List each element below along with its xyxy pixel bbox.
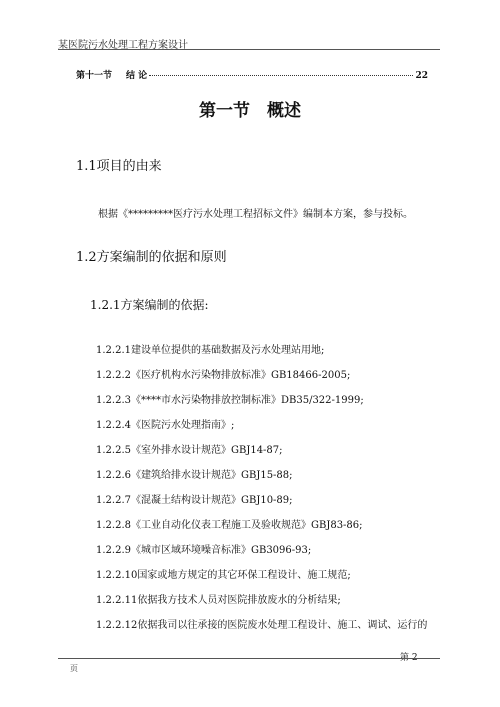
list-item: 1.2.2.4《医院污水处理指南》; xyxy=(96,420,235,431)
list-item: 1.2.2.11依据我方技术人员对医院排放废水的分析结果; xyxy=(96,595,341,606)
list-item: 1.2.2.9《城市区域环境噪音标准》GB3096-93; xyxy=(96,545,312,556)
toc-section: 第十一节 xyxy=(76,71,113,81)
list-item: 1.2.2.8《工业自动化仪表工程施工及验收规范》GBJ83-86; xyxy=(96,520,363,531)
footer-rule xyxy=(58,658,440,659)
toc-title: 结 论 xyxy=(126,71,148,81)
heading-1-2-1: 1.2.1方案编制的依据: xyxy=(90,298,209,312)
page-number: 第 2 xyxy=(400,653,418,663)
list-item: 1.2.2.7《混凝土结构设计规范》GBJ10-89; xyxy=(96,495,293,506)
toc-page: 22 xyxy=(415,71,428,81)
list-item: 1.2.2.2《医疗机构水污染物排放标准》GB18466-2005; xyxy=(96,370,351,381)
list-item: 1.2.2.1建设单位提供的基础数据及污水处理站用地; xyxy=(96,345,325,356)
list-item: 1.2.2.5《室外排水设计规范》GBJ14-87; xyxy=(96,445,283,456)
chapter-title: 第一节 概述 xyxy=(199,101,301,121)
heading-1-1: 1.1项目的由来 xyxy=(76,159,162,174)
paragraph-1-1: 根据《*********医疗污水处理工程招标文件》编制本方案，参与投标。 xyxy=(98,209,413,220)
list-item: 1.2.2.3《****市水污染物排放控制标准》DB35/322-1999; xyxy=(96,395,364,406)
header-rule xyxy=(58,49,440,50)
list-item: 1.2.2.10国家或地方规定的其它环保工程设计、施工规范; xyxy=(96,570,351,581)
heading-1-2: 1.2方案编制的依据和原则 xyxy=(76,250,227,265)
page-header: 某医院污水处理工程方案设计 xyxy=(58,40,188,51)
page-suffix: 页 xyxy=(70,664,78,673)
toc-entry[interactable] xyxy=(76,68,428,81)
list-item: 1.2.2.6《建筑给排水设计规范》GBJ15-88; xyxy=(96,470,293,481)
list-item: 1.2.2.12依据我司以往承接的医院废水处理工程设计、施工、调试、运行的 xyxy=(96,620,428,631)
toc-leader xyxy=(149,75,413,76)
